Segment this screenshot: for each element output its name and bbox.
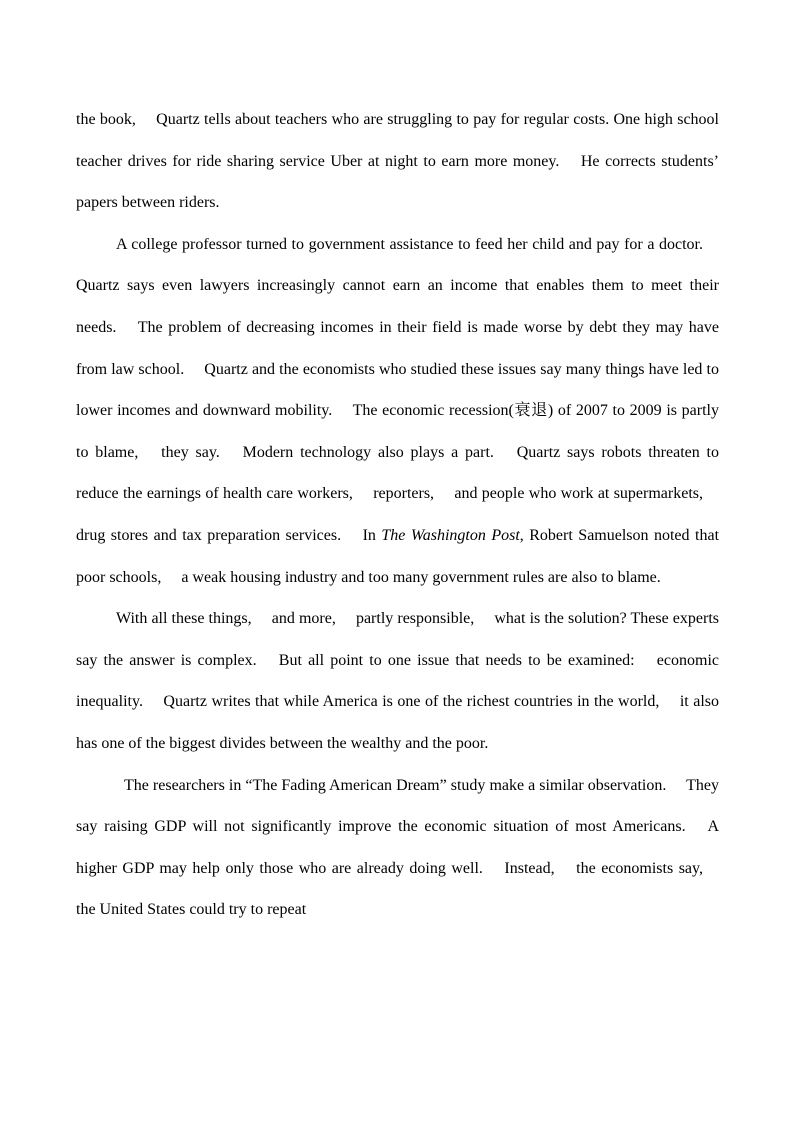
paragraph-3: With all these things, and more, partly responsible, what is the solution? These experts say the answer is complex. But all point to one issue that needs to be examined: economic inequality. Quartz writes that while America is one of the richest countries in the world, it also has one of the biggest divides between the wealthy and the poor.: [76, 610, 719, 752]
document-page: [76, 99, 719, 931]
paragraph-2: [76, 224, 719, 598]
publication-title: The Washington Post: [381, 526, 520, 544]
paragraph-2-text-after: , Robert Samuelson noted that poor schools, a weak housing industry and too many government rules are also to blame.: [76, 526, 720, 586]
paragraph-2-text: A college professor turned to government assistance to feed her child and pay for a doctor. Quartz says even lawyers increasingly cannot earn an income that enables them to meet their needs. The problem of decreasing incomes in their field is made worse by debt they may have from law school. Quartz and the economists who studied these issues say many things have led to lower incomes and downward mobility. The economic recession(衰退) of 2007 to 2009 is partly to blame, they say. Modern technology also plays a part. Quartz says robots threaten to reduce the earnings of health care workers, reporters, and people who work at supermarkets, drug stores and tax preparation services. In: [76, 235, 719, 544]
paragraph-4: The researchers in “The Fading American Dream” study make a similar observation. They say raising GDP will not significantly improve the economic situation of most Americans. A higher GDP may help only those who are already doing well. Instead, the economists say, the United States could try to repeat: [76, 776, 719, 919]
paragraph-1: the book, Quartz tells about teachers who are struggling to pay for regular costs. One high school teacher drives for ride sharing service Uber at night to earn more money. He corrects students’ papers between riders.: [76, 111, 719, 212]
